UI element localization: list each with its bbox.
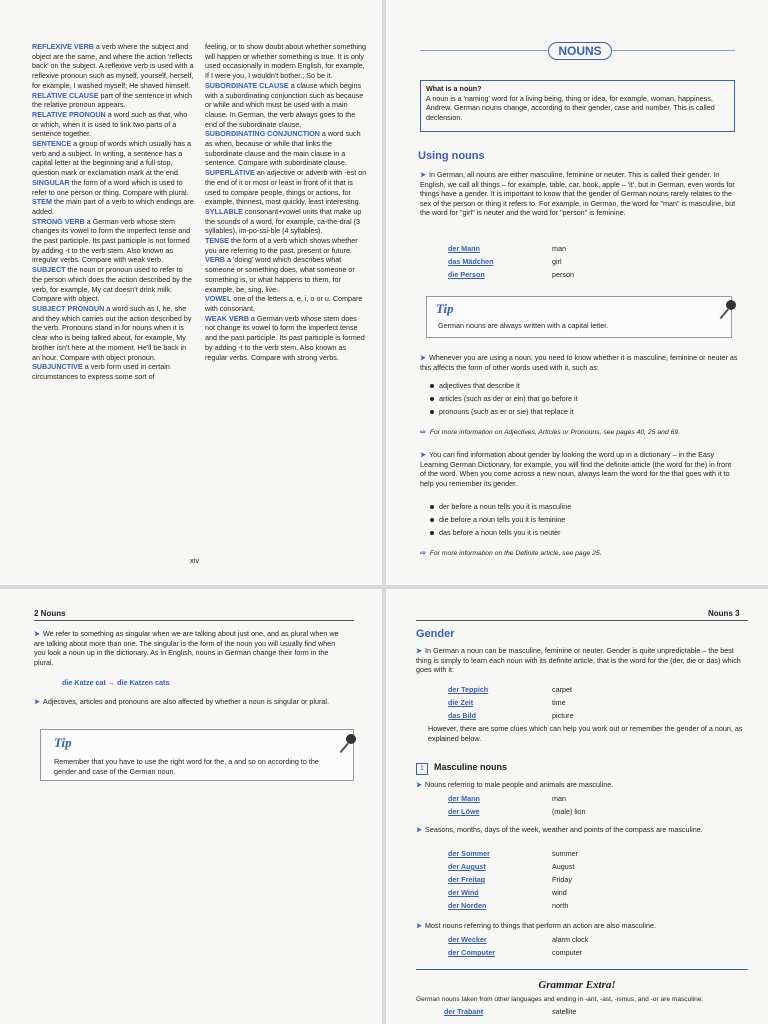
- glossary-definition: feeling, or to show doubt about whether something will happen or whether something is true. It is only used occasionally in modern English, for example, If I were you, I wouldn't bother.; So be it.: [205, 42, 367, 81]
- glossary-term: VOWEL: [205, 294, 232, 304]
- german-word: der Computer: [448, 948, 496, 957]
- glossary-entry: [205, 42, 367, 81]
- cross-reference-2: ⇨ For more information on the Definite article, see page 25.: [420, 550, 602, 557]
- nouns-page: [386, 0, 768, 585]
- using-nouns-paragraph-1: ➤ In German, all nouns are either masculine, feminine or neuter. This is called their gender. In English, we call all things – for example, table, car, book, apple – 'it', but in German, even words for things have a gender. It is important to know that the gender of German nouns rarely relates to the sex of the person or thing it refers to. For example, in German, the word for "man" is masculine, but the word for "girl" is neuter and the word for "person" is feminine.: [420, 170, 736, 218]
- nouns-page-3: [386, 589, 768, 1024]
- plural-example: die Katze cat → die Katzen cats: [62, 678, 170, 687]
- tip-box: [426, 296, 732, 338]
- glossary-term: RELATIVE PRONOUN: [32, 109, 106, 119]
- page-number: xiv: [190, 556, 200, 565]
- cross-reference-1: ⇨ For more information on Adjectives, Articles or Pronouns, see pages 40, 25 and 69.: [420, 429, 681, 436]
- grammar-extra-heading: Grammar Extra!: [538, 979, 616, 991]
- glossary-term: WEAK VERB: [205, 313, 249, 323]
- glossary-term: STEM: [32, 197, 52, 207]
- definition-box: [420, 80, 735, 132]
- glossary-entry: [205, 81, 367, 130]
- glossary-definition: a 'doing' word which describes what someone or something does, what someone or something is, or what happens to them, for example, be, sing, live.: [205, 255, 355, 294]
- glossary-definition: consonant+vowel units that make up the sounds of a word, for example, ca-the-dral (3 syllables), im-po-ssi-ble (4 syllables).: [205, 206, 362, 236]
- glossary-entry: [32, 362, 194, 381]
- glossary-term: TENSE: [205, 236, 229, 246]
- english-translation: alarm clock: [552, 935, 589, 944]
- plural-paragraph: ➤ We refer to something as singular when we are talking about just one, and as plural when we are talking about more than one. The singular is the form of the noun you will usually find when you look a noun up in the dictionary. As in English, nouns in German change their form in the plural.: [34, 629, 339, 667]
- english-translation: Friday: [552, 875, 572, 884]
- glossary-definition: a group of words which usually has a verb and a subject. In writing, a sentence has a capital letter at the beginning and a full stop, question mark or exclamation mark at the end.: [32, 139, 191, 178]
- glossary-entry: [32, 265, 194, 304]
- glossary-definition: a word such as when, because or while that links the subordinate clause and the main clause in a sentence. Compare with subordinate clause.: [205, 129, 361, 168]
- tip-label: Tip: [54, 735, 72, 750]
- glossary-entry: [32, 304, 194, 362]
- glossary-definition: the main part of a verb to which endings are added.: [32, 197, 194, 216]
- german-word: die Zeit: [448, 698, 474, 707]
- glossary-definition: the form of a verb which shows whether you are referring to the past, present or future.: [205, 236, 358, 255]
- german-word: der Wecker: [448, 935, 487, 944]
- english-translation: wind: [552, 888, 567, 897]
- german-word: der Mann: [448, 794, 480, 803]
- nouns-page-2: [0, 589, 382, 1024]
- using-nouns-heading: Using nouns: [418, 150, 485, 162]
- glossary-term: SUBORDINATE CLAUSE: [205, 80, 289, 90]
- german-word: der Mann: [448, 244, 480, 253]
- glossary-definition: part of the sentence in which the relative pronoun appears.: [32, 90, 193, 110]
- heading-rule-left: [420, 50, 548, 51]
- grammar-extra-text: German nouns taken from other languages and ending in -ant, -ast, -ismus, and -or are masculine:: [416, 996, 704, 1003]
- glossary-definition: a German verb whose stem changes its vowel to form the imperfect tense and the past participle. Its past participle is not formed by adding -t to the verb stem. Also known as irregular verbs. Compare with weak verb.: [32, 216, 191, 265]
- section-title: NOUNS: [548, 42, 612, 60]
- glossary-term: REFLEXIVE VERB: [32, 42, 94, 51]
- glossary-term: SUBORDINATING CONJUNCTION: [205, 129, 320, 139]
- glossary-term: SINGULAR: [32, 177, 70, 187]
- bullet-icon: [430, 397, 434, 401]
- german-word: der Freitag: [448, 875, 486, 884]
- running-head-rule: [416, 620, 748, 621]
- using-nouns-paragraph-2: ➤ Whenever you are using a noun, you need to know whether it is masculine, feminine or neuter as this affects the form of other words used with it, such as:: [420, 353, 738, 372]
- german-word: das Bild: [448, 711, 476, 720]
- glossary-term: STRONG VERB: [32, 216, 85, 226]
- bullet-item: pronouns (such as er or sie) that replace it: [430, 407, 574, 416]
- using-nouns-paragraph-3: ➤ You can find information about gender by looking the word up in a dictionary – in the Easy Learning German Dictionary, for example, you will find the definite article (the word for the) in front of the word. When you come across a new noun, always learn the word for the that goes with it to help you remember its gender.: [420, 450, 732, 488]
- definition-heading: What is a noun?: [426, 84, 482, 93]
- english-translation: satellite: [552, 1007, 577, 1016]
- masculine-rule-2: ➤ Seasons, months, days of the week, weather and points of the compass are masculine.: [416, 825, 703, 834]
- masculine-heading: 1 Masculine nouns: [416, 763, 507, 775]
- gender-paragraph-1: ➤ In German a noun can be masculine, feminine or neuter. Gender is quite unpredictable – the best thing is simply to learn each noun with its definite article, that is the word for the (der, die or das) which goes with it:: [416, 646, 741, 675]
- glossary-column-2: [205, 42, 367, 362]
- glossary-entry: [205, 207, 367, 236]
- english-translation: August: [552, 862, 575, 871]
- glossary-term: SUBJECT: [32, 265, 66, 275]
- glossary-definition: a verb where the subject and object are the same, and where the action 'reflects back' on the subject. A reflexive verb is used with a reflexive pronoun such as myself, yourself, herself, for example, I washed myself; He shaved himself.: [32, 42, 194, 90]
- glossary-definition: a clause which begins with a subordinating conjunction such as because or while and which must be used with a main clause. In German, the verb always goes to the end of the subordinate clause.: [205, 80, 364, 129]
- bullet-icon: [430, 384, 434, 388]
- heading-rule-right: [612, 50, 735, 51]
- bullet-item: die before a noun tells you it is feminine: [430, 515, 565, 524]
- english-translation: girl: [552, 257, 562, 266]
- bullet-icon: [430, 410, 434, 414]
- glossary-entry: [32, 197, 194, 216]
- glossary-entry: [32, 139, 194, 178]
- tip-text: Remember that you have to use the right word for the, a and so on according to the gender and case of the German noun.: [54, 757, 319, 776]
- masculine-rule-1: ➤ Nouns referring to male people and animals are masculine.: [416, 780, 614, 789]
- glossary-definition: a German verb whose stem does not change its vowel to form the imperfect tense and the past participle. Its past participle is formed by adding -t to the verb stem. Also known as regular verbs. Compare with strong verbs.: [205, 313, 365, 362]
- grammar-extra-rule: [416, 969, 748, 970]
- glossary-definition: a word such as that, who or which, when it is used to link two parts of a sentence together.: [32, 109, 188, 139]
- bullet-icon: [430, 505, 434, 509]
- glossary-entry: [32, 217, 194, 266]
- glossary-definition: a verb form used in certain circumstances to express some sort of: [32, 362, 170, 381]
- german-word: der Wind: [448, 888, 479, 897]
- glossary-entry: [205, 168, 367, 207]
- bullet-icon: [430, 518, 434, 522]
- german-word: das Mädchen: [448, 257, 494, 266]
- glossary-term: SENTENCE: [32, 139, 72, 149]
- masculine-rule-3: ➤ Most nouns referring to things that perform an action are also masculine.: [416, 921, 656, 930]
- glossary-term: SUBJUNCTIVE: [32, 362, 83, 372]
- glossary-page: [0, 0, 382, 585]
- gender-paragraph-2: However, there are some clues which can help you work out or remember the gender of a noun, as explained below.: [428, 724, 743, 743]
- glossary-entry: [32, 91, 194, 110]
- glossary-term: SUPERLATIVE: [205, 168, 255, 178]
- english-translation: person: [552, 270, 574, 279]
- agreement-paragraph: ➤ Adjectives, articles and pronouns are also affected by whether a noun is singular or plural.: [34, 697, 329, 706]
- bullet-item: adjectives that describe it: [430, 381, 520, 390]
- english-translation: summer: [552, 849, 578, 858]
- glossary-entry: [205, 236, 367, 255]
- glossary-entry: [32, 110, 194, 139]
- running-head: 2 Nouns: [34, 609, 66, 618]
- bullet-item: articles (such as der or ein) that go before it: [430, 394, 578, 403]
- glossary-definition: one of the letters a, e, i, o or u. Compare with consonant.: [205, 294, 363, 313]
- gender-heading: Gender: [416, 628, 455, 640]
- tip-label: Tip: [436, 301, 454, 316]
- glossary-column-1: [32, 42, 194, 382]
- glossary-definition: an adjective or adverb with -est on the end of it or most or least in front of it that is used to compare people, things or actions, for example, thinnest, most quickly, least interesting.: [205, 168, 367, 207]
- glossary-term: SUBJECT PRONOUN: [32, 303, 105, 313]
- german-word: die Person: [448, 270, 485, 279]
- bullet-item: das before a noun tells you it is neuter: [430, 528, 560, 537]
- glossary-entry: [32, 178, 194, 197]
- glossary-definition: a word such as I, he, she and they which carries out the action described by the verb. Pronouns stand in for nouns when it is clear who is being talked about, for example, My brother isn't here at the moment. He'll be back in an hour. Compare with object pronoun.: [32, 303, 192, 362]
- german-word: der Trabant: [444, 1007, 484, 1016]
- english-translation: carpet: [552, 685, 572, 694]
- english-translation: computer: [552, 948, 582, 957]
- english-translation: man: [552, 794, 566, 803]
- bullet-icon: [430, 531, 434, 535]
- glossary-term: SYLLABLE: [205, 206, 243, 216]
- english-translation: time: [552, 698, 566, 707]
- english-translation: (male) lion: [552, 807, 586, 816]
- german-word: der Teppich: [448, 685, 489, 694]
- running-head: Nouns 3: [708, 609, 740, 618]
- english-translation: man: [552, 244, 566, 253]
- glossary-term: RELATIVE CLAUSE: [32, 90, 99, 100]
- english-translation: north: [552, 901, 569, 910]
- english-translation: picture: [552, 711, 574, 720]
- glossary-entry: [205, 294, 367, 313]
- german-word: der August: [448, 862, 486, 871]
- glossary-entry: [205, 129, 367, 168]
- german-word: der Sommer: [448, 849, 490, 858]
- glossary-entry: [205, 255, 367, 294]
- glossary-definition: the noun or pronoun used to refer to the person which does the action described by the verb, for example, My cat doesn't drink milk. Compare with object.: [32, 265, 192, 304]
- bullet-item: der before a noun tells you it is masculine: [430, 502, 571, 511]
- tip-text: German nouns are always written with a capital letter.: [438, 321, 609, 330]
- german-word: der Norden: [448, 901, 487, 910]
- glossary-entry: [32, 42, 194, 91]
- glossary-definition: the form of a word which is used to refer to one person or thing. Compare with plural.: [32, 177, 189, 197]
- cross-reference-icon: ⇨: [420, 550, 426, 557]
- cross-reference-icon: ⇨: [420, 429, 426, 436]
- section-number: 1: [416, 763, 428, 775]
- glossary-entry: [205, 314, 367, 363]
- definition-text: A noun is a 'naming' word for a living being, thing or idea, for example, woman, happiness, Andrew. German nouns change, according to their gender, case and number. This is called declension.: [426, 93, 715, 122]
- glossary-term: VERB: [205, 255, 225, 265]
- german-word: der Löwe: [448, 807, 480, 816]
- running-head-rule: [34, 620, 354, 621]
